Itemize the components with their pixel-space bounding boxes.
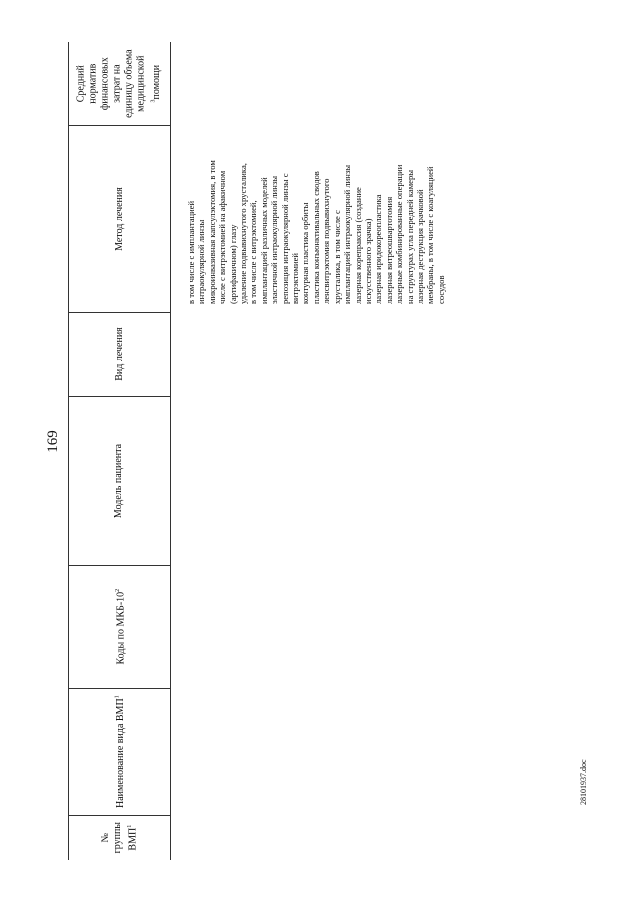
method-line: имплантацией интраокулярной линзы <box>342 164 353 304</box>
treatment-methods-list <box>186 0 446 304</box>
header-kind: Вид лечения <box>113 327 125 381</box>
method-line: в том числе с имплантацией <box>186 200 196 304</box>
header-codes: Коды по МКБ-$10^2$ <box>114 588 127 665</box>
method-line: числе с витрэктомией на афакичном <box>217 170 228 304</box>
method-line: сосудов <box>435 275 446 304</box>
header-name: Наименование вида ВМП$^1$ <box>114 695 127 808</box>
header-group-number: № группы ВМП$^1$ <box>99 821 139 854</box>
header-model: Модель пациента <box>113 443 125 518</box>
document-reference: 28101937.doc <box>579 759 588 805</box>
method-line: витрэктомией <box>290 252 301 304</box>
method-line: ленсвитрэктомия подвывихнутого <box>321 178 332 304</box>
method-line: (артифакичном) глазу <box>227 224 238 304</box>
method-line: лазерная деструкция зрачковой <box>414 189 425 304</box>
method-line: пластика конъюнктивальных сводов <box>310 171 321 304</box>
header-cost: Средний норматив финансовых затрат на единицу объема медицинской $^3$помощи <box>75 49 163 118</box>
method-line: искусственного зрачка) <box>362 218 373 304</box>
services-table <box>68 42 171 860</box>
header-method: Метод лечения <box>113 186 125 251</box>
method-line: лазерная иридокореопластика <box>373 194 384 304</box>
method-line: лазерные комбинированные операции <box>394 164 405 304</box>
method-line: мембраны, в том числе с коагуляцией <box>425 166 436 304</box>
method-line: имплантацией различных моделей <box>258 177 269 304</box>
method-line: микроинвазивная капсулэктомия, в том <box>206 160 217 304</box>
method-line: на структурах угла передней камеры <box>404 169 415 304</box>
method-line: интраокулярной линзы <box>196 219 207 304</box>
method-line: эластичной интраокулярной линзы <box>269 175 280 304</box>
method-line: лазерная корепраксия (создание <box>352 187 363 304</box>
method-line: в том числе с витрэктомией, <box>248 200 259 304</box>
page-number: 169 <box>44 430 61 453</box>
method-line: хрусталика, в том числе с <box>331 210 342 304</box>
method-line: репозиция интраокулярной линзы с <box>279 173 290 304</box>
method-line: лазерная витреошвартотомия <box>383 196 394 304</box>
method-line: контурная пластика орбиты <box>300 202 311 304</box>
method-line: удаление подвывихнутого хрусталика, <box>238 163 249 304</box>
